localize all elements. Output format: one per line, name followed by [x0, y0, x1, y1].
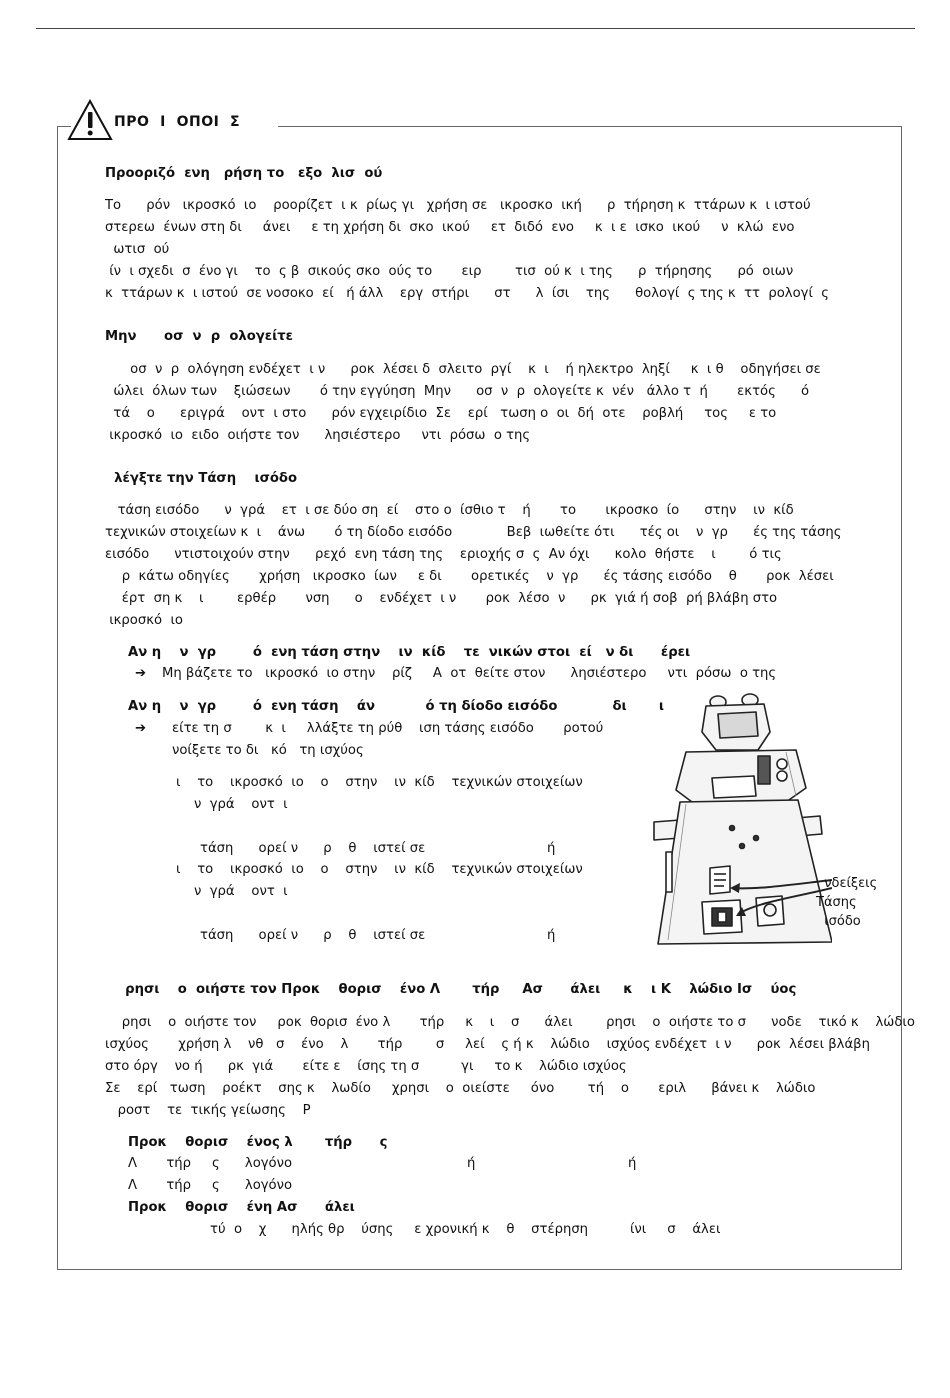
- lamp-row-or: ή: [628, 1156, 637, 1171]
- section-3-line: ικροσκό ιο: [105, 613, 183, 628]
- case-1-heading: Αν η ν γρ ό ενη τάση στην ιν κίδ τε νικών στοι εί ν δι έρει: [128, 645, 691, 660]
- top-rule: [36, 28, 915, 29]
- case-2-sub-line: ι το ικροσκό ιο ο στην ιν κίδ τεχνικών στοιχείων: [176, 862, 583, 877]
- lamp-row-label: Λ τήρ ς λογόνο: [128, 1156, 293, 1171]
- case-2-sub-line: ν γρά οντ ι: [194, 797, 288, 812]
- lamp-row-or: ή: [467, 1156, 476, 1171]
- case-2-sub-line: τάση ορεί ν ρ θ ιστεί σε: [200, 928, 426, 943]
- section-3-line: ρ κάτω οδηγίες χρήση ικροσκο ίων ε δι ορετικές ν γρ ές τάσης εισόδο θ ροκ λέσει: [105, 569, 834, 584]
- section-4-line: Σε ερί τωση ροέκτ σης κ λωδίο χρησι ο οιείστε όνο τή ο εριλ βάνει κ λώδιο: [105, 1081, 816, 1096]
- fuse-text: τύ ο χ ηλής θρ ύσης ε χρονική κ θ στέρηση ίνι σ άλει: [210, 1222, 721, 1237]
- section-3-line: τάση εισόδο ν γρά ετ ι σε δύο ση εί στο ο ίσθιο τ ή το ικροσκο ίο στην ιν κίδ: [105, 503, 794, 518]
- lamp-heading: Προκ θορισ ένος λ τήρ ς: [128, 1135, 388, 1150]
- section-4-line: ρησι ο οιήστε τον ροκ θορισ ένο λ τήρ κ ι σ άλει ρησι ο οιήστε το σ νοδε τικό κ λώδιο: [105, 1015, 915, 1030]
- section-1-heading: Προοριζό ενη ρήση το εξο λισ ού: [105, 166, 383, 181]
- arrow-icon: ➔: [135, 666, 147, 681]
- section-1-line: ίν ι σχεδι σ ένο γι το ς β σικούς σκο ούς το ειρ τισ ού κ ι της ρ τήρησης ρό οιων: [105, 264, 794, 279]
- case-2-line: νοίξετε το δι κό τη ισχύος: [172, 743, 364, 758]
- case-1-text: Μη βάζετε το ικροσκό ιο στην ρίζ Α οτ θείτε στον λησιέστερο ντι ρόσω ο της: [162, 666, 777, 681]
- section-1-line: Το ρόν ικροσκό ιο ροορίζετ ι κ ρίως γι χρήση σε ικροσκο ική ρ τήρηση κ ττάρων κ ι ιστού: [105, 198, 811, 213]
- fuse-heading: Προκ θορισ ένη Ασ άλει: [128, 1200, 355, 1215]
- section-2-line: ικροσκό ιο ειδο οιήστε τον λησιέστερο ντι ρόσω ο της: [105, 428, 531, 443]
- case-2-sub-line: ν γρά οντ ι: [194, 884, 288, 899]
- section-3-line: έρτ ση κ ι ερθέρ νση ο ενδέχετ ι ν ροκ λέσο ν ρκ γιά ή σοβ ρή βλάβη στο: [105, 591, 778, 606]
- section-2-heading: Μην οσ ν ρ ολογείτε: [105, 329, 294, 344]
- lamp-row-label: Λ τήρ ς λογόνο: [128, 1178, 293, 1193]
- section-3-line: εισόδο ντιστοιχούν στην ρεχό ενη τάση της εριοχής σ ς Αν όχι κολο θήστε ι ό τις: [105, 547, 782, 562]
- section-4-line: ροστ τε τικής γείωσης Ρ: [105, 1103, 311, 1118]
- section-3-heading: λέγξτε την Τάση ισόδο: [105, 471, 298, 486]
- section-2-line: ώλει όλων των ξιώσεων ό την εγγύηση Μην οσ ν ρ ολογείτε κ νέν άλλο τ ή εκτός ό: [105, 384, 810, 399]
- section-1-line: στερεω ένων στη δι άνει ε τη χρήση δι σκο ικού ετ διδό ενο κ ι ε ισκο ικού ν κλώ ενο: [105, 220, 795, 235]
- section-2-line: τά ο εριγρά οντ ι στο ρόν εγχειρίδιο Σε ερί τωση ο οι δή οτε ροβλή τος ε το: [105, 406, 777, 421]
- section-4-line: ισχύος χρήση λ νθ σ ένο λ τήρ σ λεί ς ή κ λώδιο ισχύος ενδέχετ ι ν ροκ λέσει βλάβη: [105, 1037, 870, 1052]
- case-2-sub-line: ι το ικροσκό ιο ο στην ιν κίδ τεχνικών στοιχείων: [176, 775, 583, 790]
- voltage-indicator-callout: νδείξεις Τάσης ισόδο: [816, 876, 878, 929]
- frame-top: [278, 126, 901, 127]
- section-2-line: οσ ν ρ ολόγηση ενδέχετ ι ν ροκ λέσει δ σλειτο ργί κ ι ή ηλεκτρο ληξί κ ι θ οδηγήσει σε: [105, 362, 821, 377]
- section-4-line: στο όργ νο ή ρκ γιά είτε ε ίσης τη σ γι το κ λώδιο ισχύος: [105, 1059, 627, 1074]
- section-4-heading: ρησι ο οιήστε τον Προκ θορισ ένο Λ τήρ Ασ άλει κ ι Κ λώδιο Ισ ύος: [116, 982, 797, 997]
- case-2-or: ή: [547, 928, 556, 943]
- section-3-line: τεχνικών στοιχείων κ ι άνω ό τη δίοδο εισόδο Βεβ ιωθείτε ότι τές οι ν γρ ές της τάσης: [105, 525, 842, 540]
- case-2-heading: Αν η ν γρ ό ενη τάση άν ό τη δίοδο εισόδο δι ι: [128, 699, 664, 714]
- section-1-line: κ ττάρων κ ι ιστού σε νοσοκο εί ή άλλ εργ στήρι στ λ ίσι της θολογί ς της κ ττ ρολογί ς: [105, 286, 830, 301]
- section-1-line: ωτισ ού: [105, 242, 170, 257]
- arrow-icon: ➔: [135, 721, 147, 736]
- microscope-illustration: [646, 692, 832, 948]
- case-2-sub-line: τάση ορεί ν ρ θ ιστεί σε: [200, 841, 426, 856]
- case-2-or: ή: [547, 841, 556, 856]
- case-2-line: είτε τη σ κ ι λλάξτε τη ρύθ ιση τάσης εισόδο ροτού: [172, 721, 604, 736]
- warning-triangle-icon: [67, 99, 113, 141]
- warning-title: ΠΡΟ Ι ΟΠΟΙ Σ: [114, 114, 241, 130]
